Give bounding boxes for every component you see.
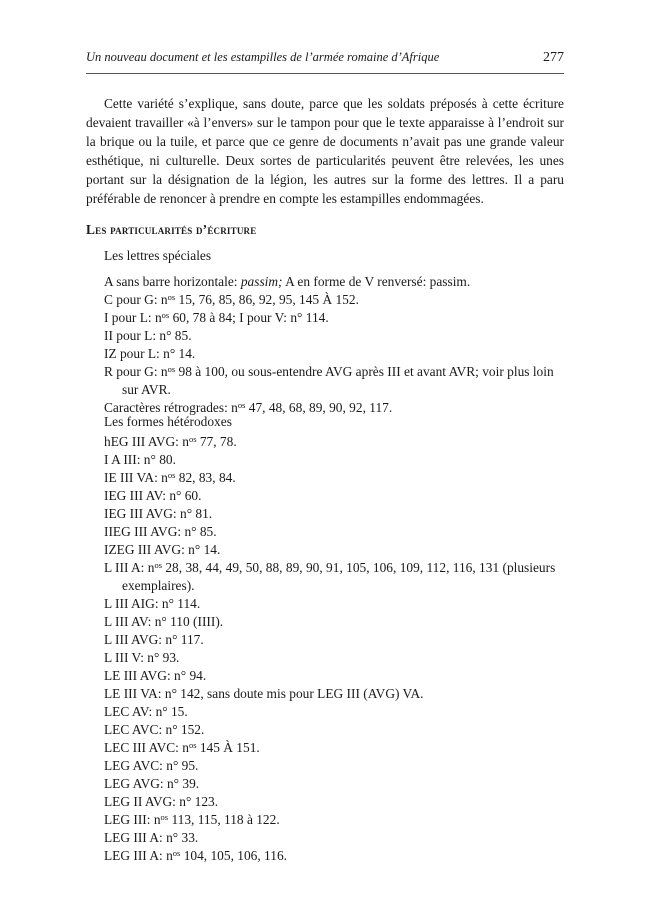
heterodox-forms-block xyxy=(104,413,564,865)
list-item: IE III VA: $n^{os}$ 82, 83, 84. xyxy=(104,470,236,485)
list-item: IEG III AV: n° 60. xyxy=(104,488,202,503)
heterodox-forms-list xyxy=(104,433,564,865)
list-item: IEG III AVG: n° 81. xyxy=(104,506,213,521)
list-item: A sans barre horizontale: passim; A en forme de V renversé: passim. xyxy=(104,274,471,289)
list-item: LEG III A: $n^{os}$ 104, 105, 106, 116. xyxy=(104,848,287,863)
list-item: I A III: n° 80. xyxy=(104,452,176,467)
list-item: IZEG III AVG: n° 14. xyxy=(104,542,221,557)
list-item: II pour L: n° 85. xyxy=(104,328,192,343)
list-item: R pour G: $n^{os}$ 98 à 100, ou sous-entendre AVG après III et avant AVR; voir plus loin sur AVR. xyxy=(104,364,554,397)
list-item: LEG II AVG: n° 123. xyxy=(104,794,219,809)
special-letters-block xyxy=(104,247,564,417)
list-item: L III AVG: n° 117. xyxy=(104,632,204,647)
special-letters-entries xyxy=(104,291,564,417)
list-item: LEG AVG: n° 39. xyxy=(104,776,200,791)
list-item: LE III AVG: n° 94. xyxy=(104,668,207,683)
list-item: L III A: $n^{os}$ 28, 38, 44, 49, 50, 88, 89, 90, 91, 105, 106, 109, 112, 116, 131 (plusieurs exemplaires). xyxy=(104,560,556,593)
list-item: hEG III AVG: $n^{os}$ 77, 78. xyxy=(104,434,237,449)
list-item: C pour G: $n^{os}$ 15, 76, 85, 86, 92, 95, 145 À 152. xyxy=(104,292,359,307)
list-item: Caractères rétrogrades: $n^{os}$ 47, 48, 68, 89, 90, 92, 117. xyxy=(104,400,393,415)
intro-paragraph: Cette variété s’explique, sans doute, parce que les soldats préposés à cette écriture devaient travailler «à l’envers» sur le tampon pour que le texte apparaisse à l’endroit sur la brique ou la tuile, et parce que ce genre de documents n’avait pas une grande valeur esthétique, ni culturelle. Deux sortes de particularités peuvent être relevées, les unes portant sur la désignation de la légion, les autres sur la forme des lettres. Il a paru préférable de renoncer à prendre en compte les estampilles endommagées. xyxy=(86,96,564,206)
running-title: Un nouveau document et les estampilles de l’armée romaine d’Afrique xyxy=(86,50,440,64)
list-item: LEG III: $n^{os}$ 113, 115, 118 à 122. xyxy=(104,812,280,827)
list-item: LEC AVC: n° 152. xyxy=(104,722,205,737)
heterodox-forms-heading: Les formes hétérodoxes xyxy=(104,414,232,429)
list-item: I pour L: $n^{os}$ 60, 78 à 84; I pour V: n° 114. xyxy=(104,310,329,325)
header-rule xyxy=(86,73,564,74)
list-item: LEG III A: n° 33. xyxy=(104,830,199,845)
list-item: LE III VA: n° 142, sans doute mis pour LEG III (AVG) VA. xyxy=(104,686,424,701)
page-number: 277 xyxy=(543,50,564,65)
list-item: L III V: n° 93. xyxy=(104,650,180,665)
special-letters-heading: Les lettres spéciales xyxy=(104,248,212,263)
list-item: LEG AVC: n° 95. xyxy=(104,758,199,773)
section-heading: Les particularités d’écriture xyxy=(86,222,257,237)
list-item: L III AV: n° 110 (IIII). xyxy=(104,614,224,629)
special-letters-list xyxy=(104,273,564,291)
running-head xyxy=(86,50,564,66)
list-item: LEC III AVC: $n^{os}$ 145 À 151. xyxy=(104,740,260,755)
list-item: L III AIG: n° 114. xyxy=(104,596,201,611)
list-item: IIEG III AVG: n° 85. xyxy=(104,524,217,539)
list-item: IZ pour L: n° 14. xyxy=(104,346,196,361)
list-item: LEC AV: n° 15. xyxy=(104,704,188,719)
